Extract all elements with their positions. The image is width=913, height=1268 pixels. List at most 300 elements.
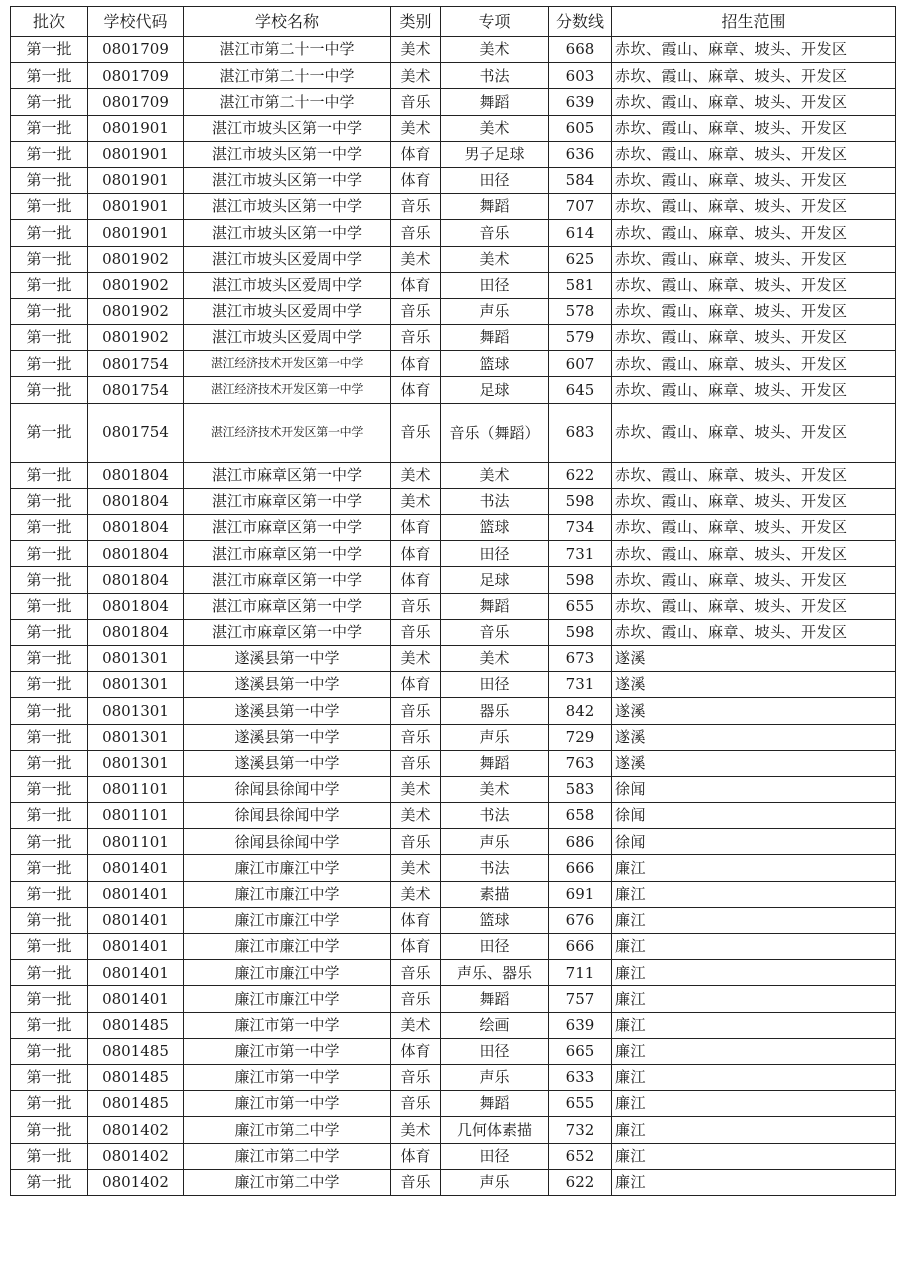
score-line-cell: 639	[549, 1012, 612, 1038]
specialty-cell: 绘画	[441, 1012, 549, 1038]
batch-cell: 第一批	[11, 829, 88, 855]
school-code-cell: 0801901	[88, 167, 184, 193]
school-code-cell: 0801101	[88, 776, 184, 802]
category-cell: 体育	[391, 141, 441, 167]
specialty-cell: 声乐	[441, 724, 549, 750]
batch-cell: 第一批	[11, 63, 88, 89]
score-line-cell: 729	[549, 724, 612, 750]
enrollment-scope-cell: 廉江	[612, 1143, 896, 1169]
school-name-cell: 湛江市坡头区第一中学	[184, 115, 391, 141]
batch-cell: 第一批	[11, 115, 88, 141]
batch-cell: 第一批	[11, 488, 88, 514]
enrollment-scope-cell: 赤坎、霞山、麻章、坡头、开发区	[612, 377, 896, 403]
table-row	[11, 515, 896, 541]
school-code-cell: 0801402	[88, 1117, 184, 1143]
category-cell: 音乐	[391, 89, 441, 115]
category-cell: 美术	[391, 115, 441, 141]
enrollment-scope-cell: 赤坎、霞山、麻章、坡头、开发区	[612, 619, 896, 645]
enrollment-scope-cell: 赤坎、霞山、麻章、坡头、开发区	[612, 89, 896, 115]
score-line-cell: 598	[549, 619, 612, 645]
specialty-cell: 舞蹈	[441, 194, 549, 220]
enrollment-scope-cell: 赤坎、霞山、麻章、坡头、开发区	[612, 325, 896, 351]
enrollment-scope-cell: 廉江	[612, 960, 896, 986]
enrollment-scope-cell: 赤坎、霞山、麻章、坡头、开发区	[612, 515, 896, 541]
school-code-cell: 0801901	[88, 194, 184, 220]
enrollment-scope-cell: 廉江	[612, 1169, 896, 1195]
school-name-cell: 湛江市坡头区爱周中学	[184, 325, 391, 351]
enrollment-scope-cell: 赤坎、霞山、麻章、坡头、开发区	[612, 115, 896, 141]
school-code-cell: 0801301	[88, 645, 184, 671]
school-code-cell: 0801901	[88, 141, 184, 167]
category-cell: 音乐	[391, 986, 441, 1012]
specialty-cell: 舞蹈	[441, 1091, 549, 1117]
batch-cell: 第一批	[11, 960, 88, 986]
score-line-cell: 666	[549, 934, 612, 960]
table-row	[11, 593, 896, 619]
table-row	[11, 403, 896, 462]
score-table	[10, 6, 896, 1196]
enrollment-scope-cell: 徐闻	[612, 803, 896, 829]
school-name-cell: 遂溪县第一中学	[184, 698, 391, 724]
school-name-cell: 廉江市廉江中学	[184, 881, 391, 907]
table-row	[11, 934, 896, 960]
school-code-cell: 0801804	[88, 462, 184, 488]
header-enrollment-scope: 招生范围	[612, 7, 896, 37]
school-name-cell: 湛江市麻章区第一中学	[184, 593, 391, 619]
specialty-cell: 篮球	[441, 515, 549, 541]
score-line-cell: 655	[549, 593, 612, 619]
batch-cell: 第一批	[11, 724, 88, 750]
specialty-cell: 美术	[441, 115, 549, 141]
category-cell: 体育	[391, 515, 441, 541]
table-row	[11, 881, 896, 907]
school-code-cell: 0801709	[88, 37, 184, 63]
header-category: 类别	[391, 7, 441, 37]
score-line-cell: 676	[549, 907, 612, 933]
school-code-cell: 0801902	[88, 272, 184, 298]
school-name-cell: 湛江市坡头区第一中学	[184, 220, 391, 246]
table-row	[11, 1117, 896, 1143]
table-row	[11, 672, 896, 698]
score-line-cell: 622	[549, 462, 612, 488]
batch-cell: 第一批	[11, 141, 88, 167]
header-specialty: 专项	[441, 7, 549, 37]
batch-cell: 第一批	[11, 619, 88, 645]
table-row	[11, 619, 896, 645]
category-cell: 音乐	[391, 403, 441, 462]
specialty-cell: 声乐	[441, 298, 549, 324]
enrollment-scope-cell: 赤坎、霞山、麻章、坡头、开发区	[612, 37, 896, 63]
header-school-code: 学校代码	[88, 7, 184, 37]
header-school-name: 学校名称	[184, 7, 391, 37]
enrollment-scope-cell: 廉江	[612, 1012, 896, 1038]
score-line-cell: 636	[549, 141, 612, 167]
school-code-cell: 0801485	[88, 1012, 184, 1038]
enrollment-scope-cell: 赤坎、霞山、麻章、坡头、开发区	[612, 298, 896, 324]
school-code-cell: 0801902	[88, 325, 184, 351]
enrollment-scope-cell: 赤坎、霞山、麻章、坡头、开发区	[612, 272, 896, 298]
school-code-cell: 0801401	[88, 855, 184, 881]
school-name-cell: 湛江市麻章区第一中学	[184, 619, 391, 645]
category-cell: 体育	[391, 672, 441, 698]
score-line-cell: 658	[549, 803, 612, 829]
school-name-cell: 湛江市坡头区爱周中学	[184, 272, 391, 298]
enrollment-scope-cell: 赤坎、霞山、麻章、坡头、开发区	[612, 567, 896, 593]
specialty-cell: 音乐	[441, 619, 549, 645]
score-line-cell: 614	[549, 220, 612, 246]
enrollment-scope-cell: 遂溪	[612, 724, 896, 750]
header-row	[11, 7, 896, 37]
enrollment-scope-cell: 廉江	[612, 986, 896, 1012]
school-name-cell: 湛江经济技术开发区第一中学	[184, 377, 391, 403]
school-name-cell: 湛江市麻章区第一中学	[184, 488, 391, 514]
batch-cell: 第一批	[11, 698, 88, 724]
category-cell: 美术	[391, 462, 441, 488]
specialty-cell: 器乐	[441, 698, 549, 724]
batch-cell: 第一批	[11, 351, 88, 377]
school-code-cell: 0801754	[88, 351, 184, 377]
table-row	[11, 645, 896, 671]
category-cell: 音乐	[391, 750, 441, 776]
school-code-cell: 0801301	[88, 672, 184, 698]
table-row	[11, 829, 896, 855]
score-line-cell: 666	[549, 855, 612, 881]
enrollment-scope-cell: 廉江	[612, 855, 896, 881]
enrollment-scope-cell: 赤坎、霞山、麻章、坡头、开发区	[612, 351, 896, 377]
specialty-cell: 书法	[441, 488, 549, 514]
specialty-cell: 声乐	[441, 829, 549, 855]
specialty-cell: 足球	[441, 567, 549, 593]
school-name-cell: 遂溪县第一中学	[184, 724, 391, 750]
batch-cell: 第一批	[11, 1012, 88, 1038]
score-line-cell: 655	[549, 1091, 612, 1117]
enrollment-scope-cell: 赤坎、霞山、麻章、坡头、开发区	[612, 167, 896, 193]
table-row	[11, 1038, 896, 1064]
school-name-cell: 廉江市廉江中学	[184, 855, 391, 881]
batch-cell: 第一批	[11, 1117, 88, 1143]
batch-cell: 第一批	[11, 1169, 88, 1195]
school-code-cell: 0801804	[88, 567, 184, 593]
score-line-cell: 598	[549, 567, 612, 593]
school-code-cell: 0801902	[88, 298, 184, 324]
enrollment-scope-cell: 赤坎、霞山、麻章、坡头、开发区	[612, 63, 896, 89]
enrollment-scope-cell: 赤坎、霞山、麻章、坡头、开发区	[612, 220, 896, 246]
specialty-cell: 田径	[441, 541, 549, 567]
score-line-cell: 581	[549, 272, 612, 298]
score-line-cell: 605	[549, 115, 612, 141]
specialty-cell: 田径	[441, 1038, 549, 1064]
table-row	[11, 351, 896, 377]
score-line-cell: 731	[549, 541, 612, 567]
school-code-cell: 0801401	[88, 881, 184, 907]
score-line-cell: 625	[549, 246, 612, 272]
category-cell: 体育	[391, 567, 441, 593]
category-cell: 美术	[391, 776, 441, 802]
specialty-cell: 舞蹈	[441, 89, 549, 115]
specialty-cell: 舞蹈	[441, 986, 549, 1012]
table-row	[11, 325, 896, 351]
specialty-cell: 声乐、器乐	[441, 960, 549, 986]
school-code-cell: 0801709	[88, 63, 184, 89]
batch-cell: 第一批	[11, 934, 88, 960]
batch-cell: 第一批	[11, 515, 88, 541]
batch-cell: 第一批	[11, 462, 88, 488]
batch-cell: 第一批	[11, 220, 88, 246]
specialty-cell: 书法	[441, 855, 549, 881]
enrollment-scope-cell: 廉江	[612, 1091, 896, 1117]
batch-cell: 第一批	[11, 803, 88, 829]
enrollment-scope-cell: 徐闻	[612, 829, 896, 855]
school-name-cell: 遂溪县第一中学	[184, 672, 391, 698]
school-name-cell: 廉江市第一中学	[184, 1064, 391, 1090]
specialty-cell: 素描	[441, 881, 549, 907]
table-row	[11, 194, 896, 220]
enrollment-scope-cell: 赤坎、霞山、麻章、坡头、开发区	[612, 141, 896, 167]
batch-cell: 第一批	[11, 1064, 88, 1090]
table-row	[11, 907, 896, 933]
batch-cell: 第一批	[11, 246, 88, 272]
table-row	[11, 724, 896, 750]
specialty-cell: 书法	[441, 63, 549, 89]
table-row	[11, 1091, 896, 1117]
specialty-cell: 舞蹈	[441, 325, 549, 351]
school-name-cell: 湛江市麻章区第一中学	[184, 462, 391, 488]
school-code-cell: 0801401	[88, 986, 184, 1012]
table-row	[11, 167, 896, 193]
score-line-cell: 665	[549, 1038, 612, 1064]
specialty-cell: 几何体素描	[441, 1117, 549, 1143]
batch-cell: 第一批	[11, 325, 88, 351]
score-line-cell: 707	[549, 194, 612, 220]
enrollment-scope-cell: 遂溪	[612, 645, 896, 671]
category-cell: 体育	[391, 351, 441, 377]
school-name-cell: 湛江市麻章区第一中学	[184, 515, 391, 541]
enrollment-scope-cell: 廉江	[612, 881, 896, 907]
score-line-cell: 584	[549, 167, 612, 193]
school-code-cell: 0801485	[88, 1064, 184, 1090]
school-code-cell: 0801902	[88, 246, 184, 272]
table-row	[11, 115, 896, 141]
specialty-cell: 篮球	[441, 907, 549, 933]
table-row	[11, 750, 896, 776]
school-name-cell: 遂溪县第一中学	[184, 645, 391, 671]
table-row	[11, 63, 896, 89]
specialty-cell: 音乐（舞蹈）	[441, 403, 549, 462]
score-line-cell: 622	[549, 1169, 612, 1195]
school-code-cell: 0801402	[88, 1143, 184, 1169]
school-code-cell: 0801101	[88, 829, 184, 855]
score-line-cell: 691	[549, 881, 612, 907]
school-name-cell: 廉江市第二中学	[184, 1117, 391, 1143]
school-code-cell: 0801301	[88, 750, 184, 776]
score-line-cell: 731	[549, 672, 612, 698]
school-name-cell: 湛江市麻章区第一中学	[184, 567, 391, 593]
specialty-cell: 书法	[441, 803, 549, 829]
batch-cell: 第一批	[11, 377, 88, 403]
school-name-cell: 廉江市第一中学	[184, 1091, 391, 1117]
school-name-cell: 湛江市坡头区第一中学	[184, 141, 391, 167]
category-cell: 美术	[391, 37, 441, 63]
table-row	[11, 776, 896, 802]
batch-cell: 第一批	[11, 750, 88, 776]
category-cell: 音乐	[391, 298, 441, 324]
table-row	[11, 462, 896, 488]
score-line-cell: 633	[549, 1064, 612, 1090]
category-cell: 美术	[391, 881, 441, 907]
school-code-cell: 0801301	[88, 698, 184, 724]
category-cell: 体育	[391, 1038, 441, 1064]
school-name-cell: 湛江市坡头区爱周中学	[184, 298, 391, 324]
school-code-cell: 0801804	[88, 593, 184, 619]
specialty-cell: 音乐	[441, 220, 549, 246]
school-name-cell: 廉江市廉江中学	[184, 934, 391, 960]
specialty-cell: 舞蹈	[441, 750, 549, 776]
batch-cell: 第一批	[11, 167, 88, 193]
school-code-cell: 0801709	[88, 89, 184, 115]
batch-cell: 第一批	[11, 272, 88, 298]
category-cell: 体育	[391, 272, 441, 298]
table-row	[11, 1143, 896, 1169]
category-cell: 音乐	[391, 1091, 441, 1117]
category-cell: 音乐	[391, 220, 441, 246]
table-row	[11, 298, 896, 324]
category-cell: 音乐	[391, 829, 441, 855]
score-line-cell: 598	[549, 488, 612, 514]
header-batch: 批次	[11, 7, 88, 37]
specialty-cell: 足球	[441, 377, 549, 403]
school-code-cell: 0801402	[88, 1169, 184, 1195]
batch-cell: 第一批	[11, 593, 88, 619]
batch-cell: 第一批	[11, 986, 88, 1012]
score-line-cell: 711	[549, 960, 612, 986]
batch-cell: 第一批	[11, 89, 88, 115]
category-cell: 体育	[391, 1143, 441, 1169]
school-name-cell: 徐闻县徐闻中学	[184, 776, 391, 802]
enrollment-scope-cell: 廉江	[612, 1117, 896, 1143]
table-row	[11, 377, 896, 403]
specialty-cell: 美术	[441, 645, 549, 671]
score-line-cell: 583	[549, 776, 612, 802]
table-row	[11, 567, 896, 593]
score-line-cell: 734	[549, 515, 612, 541]
school-code-cell: 0801401	[88, 960, 184, 986]
enrollment-scope-cell: 遂溪	[612, 698, 896, 724]
school-code-cell: 0801901	[88, 220, 184, 246]
school-code-cell: 0801485	[88, 1038, 184, 1064]
school-name-cell: 湛江市坡头区第一中学	[184, 194, 391, 220]
enrollment-scope-cell: 廉江	[612, 1064, 896, 1090]
batch-cell: 第一批	[11, 645, 88, 671]
score-line-cell: 686	[549, 829, 612, 855]
enrollment-scope-cell: 廉江	[612, 907, 896, 933]
score-line-cell: 579	[549, 325, 612, 351]
category-cell: 美术	[391, 855, 441, 881]
school-name-cell: 湛江市第二十一中学	[184, 89, 391, 115]
enrollment-scope-cell: 赤坎、霞山、麻章、坡头、开发区	[612, 488, 896, 514]
table-row	[11, 89, 896, 115]
category-cell: 美术	[391, 803, 441, 829]
specialty-cell: 男子足球	[441, 141, 549, 167]
specialty-cell: 田径	[441, 272, 549, 298]
enrollment-scope-cell: 廉江	[612, 934, 896, 960]
category-cell: 体育	[391, 167, 441, 193]
specialty-cell: 声乐	[441, 1064, 549, 1090]
school-name-cell: 徐闻县徐闻中学	[184, 829, 391, 855]
batch-cell: 第一批	[11, 881, 88, 907]
school-name-cell: 徐闻县徐闻中学	[184, 803, 391, 829]
batch-cell: 第一批	[11, 1091, 88, 1117]
category-cell: 音乐	[391, 619, 441, 645]
enrollment-scope-cell: 赤坎、霞山、麻章、坡头、开发区	[612, 462, 896, 488]
enrollment-scope-cell: 赤坎、霞山、麻章、坡头、开发区	[612, 541, 896, 567]
specialty-cell: 美术	[441, 462, 549, 488]
score-line-cell: 673	[549, 645, 612, 671]
category-cell: 美术	[391, 63, 441, 89]
category-cell: 美术	[391, 1117, 441, 1143]
score-line-cell: 645	[549, 377, 612, 403]
school-name-cell: 湛江市第二十一中学	[184, 37, 391, 63]
specialty-cell: 篮球	[441, 351, 549, 377]
batch-cell: 第一批	[11, 567, 88, 593]
batch-cell: 第一批	[11, 776, 88, 802]
school-code-cell: 0801804	[88, 488, 184, 514]
batch-cell: 第一批	[11, 194, 88, 220]
specialty-cell: 美术	[441, 246, 549, 272]
school-code-cell: 0801901	[88, 115, 184, 141]
category-cell: 音乐	[391, 325, 441, 351]
school-code-cell: 0801401	[88, 907, 184, 933]
school-name-cell: 廉江市廉江中学	[184, 986, 391, 1012]
school-code-cell: 0801101	[88, 803, 184, 829]
category-cell: 体育	[391, 934, 441, 960]
school-code-cell: 0801804	[88, 515, 184, 541]
score-line-cell: 639	[549, 89, 612, 115]
specialty-cell: 田径	[441, 1143, 549, 1169]
enrollment-scope-cell: 赤坎、霞山、麻章、坡头、开发区	[612, 246, 896, 272]
category-cell: 音乐	[391, 960, 441, 986]
table-row	[11, 855, 896, 881]
category-cell: 体育	[391, 377, 441, 403]
enrollment-scope-cell: 赤坎、霞山、麻章、坡头、开发区	[612, 593, 896, 619]
category-cell: 美术	[391, 1012, 441, 1038]
score-line-cell: 732	[549, 1117, 612, 1143]
category-cell: 美术	[391, 488, 441, 514]
school-name-cell: 廉江市第二中学	[184, 1143, 391, 1169]
school-code-cell: 0801754	[88, 377, 184, 403]
score-line-cell: 683	[549, 403, 612, 462]
category-cell: 美术	[391, 645, 441, 671]
score-line-cell: 652	[549, 1143, 612, 1169]
enrollment-scope-cell: 徐闻	[612, 776, 896, 802]
header-score-line: 分数线	[549, 7, 612, 37]
score-line-cell: 757	[549, 986, 612, 1012]
specialty-cell: 美术	[441, 776, 549, 802]
batch-cell: 第一批	[11, 907, 88, 933]
school-name-cell: 廉江市第一中学	[184, 1038, 391, 1064]
category-cell: 音乐	[391, 724, 441, 750]
enrollment-scope-cell: 赤坎、霞山、麻章、坡头、开发区	[612, 194, 896, 220]
table-row	[11, 246, 896, 272]
school-name-cell: 廉江市第二中学	[184, 1169, 391, 1195]
score-line-cell: 603	[549, 63, 612, 89]
category-cell: 音乐	[391, 698, 441, 724]
admission-score-sheet	[10, 6, 896, 1196]
school-name-cell: 湛江经济技术开发区第一中学	[184, 351, 391, 377]
table-row	[11, 488, 896, 514]
score-line-cell: 842	[549, 698, 612, 724]
enrollment-scope-cell: 遂溪	[612, 750, 896, 776]
enrollment-scope-cell: 廉江	[612, 1038, 896, 1064]
